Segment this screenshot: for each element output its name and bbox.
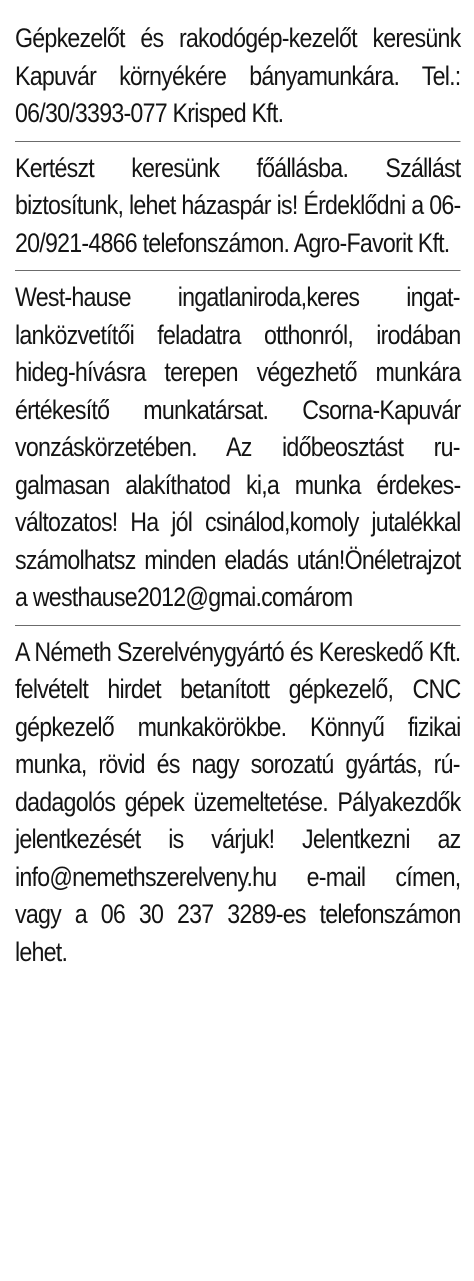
classified-ad-gardener: Kertészt keresünk főállásba. Szállást biztosítunk, lehet házaspár is! Érdeklődni a 06-20/921-4866 telefonszámon. Agro-Favorit Kft. [15,152,461,258]
classified-ad-fittings-manufacturer: A Németh Szerelvénygyártó és Kereskedő Kft. felvételt hirdet betanított gépkezelő, CNC gépkezelő munkakörökbe. Könnyű fizikai munka, rövid és nagy sorozatú gyártás, rúdadagolós gépek üzemeltetése. Pályakezdők jelentkezését is várjuk! Jelentkezni az info@nemethszerelveny.hu e-mail címen, vagy a 06 30 237 3289-es telefonszámon lehet. [15,636,461,967]
classified-ad-machine-operator: Gépkezelőt és rakodógép-kezelőt keresünk Kapuvár környékére bányamunkára. Tel.: 06/30/3393-077 Krisped Kft. [15,23,461,128]
ad-divider [15,141,460,142]
ad-divider [15,625,460,626]
ad-divider [15,270,460,271]
classified-ads-column [15,20,460,979]
classified-ad-real-estate: West-hause ingatlaniroda,keres ingatlanközvetítői feladatra otthonról, irodában hideg-hívásra terepen végezhető munkára értékesítő munkatársat. Csorna-Kapuvár vonzáskörzetében. Az időbeosztást rugalmasan alakíthatod ki,a munka érdekes-változatos! Ha jól csinálod,komoly jutalékkal számolhatsz minden eladás után!Önéletrajzot a westhause2012@gmai.comárom [15,282,461,612]
